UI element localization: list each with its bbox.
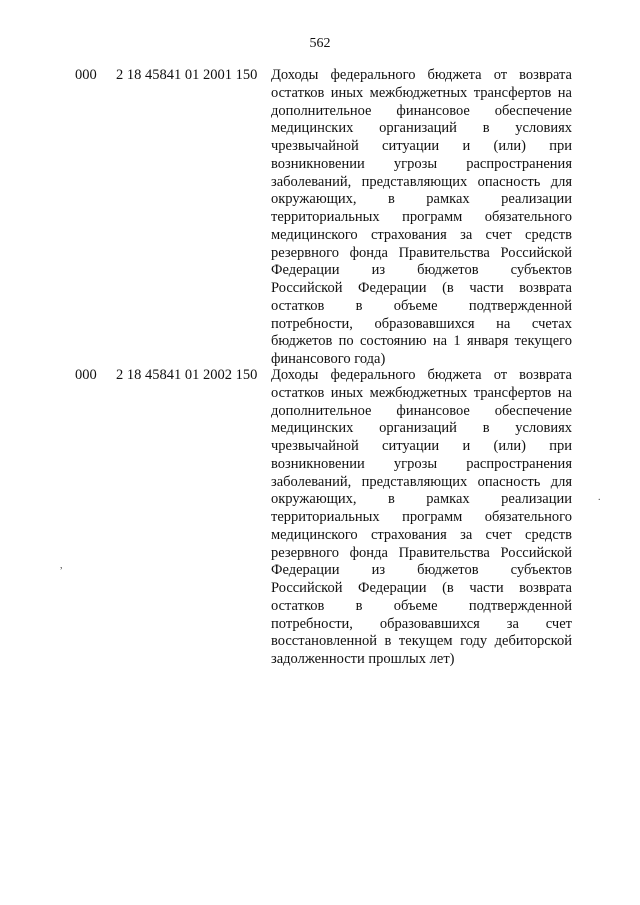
description-line: остатков иных межбюджетных трансфертов на (271, 84, 572, 101)
description-line: окружающих, в рамках реализации (271, 191, 572, 208)
description-line: Федерации из бюджетов субъектов (271, 562, 572, 579)
description-line: Доходы федерального бюджета от возврата (271, 367, 572, 383)
description-line: восстановленной в текущем году дебиторской (271, 633, 572, 650)
description-line: медицинских организаций в условиях (271, 420, 572, 437)
income-description (271, 67, 572, 369)
description-line: потребности, образовавшихся за счет (271, 615, 572, 632)
admin-code: 000 (75, 367, 97, 383)
description-line: бюджетов по состоянию на 1 января текущего (271, 333, 572, 350)
description-line: заболеваний, представляющих опасность для (271, 473, 572, 490)
description-line: территориальных программ обязательного (271, 509, 572, 525)
description-line: задолженности прошлых лет) (271, 651, 455, 667)
income-description (271, 367, 572, 669)
admin-code: 000 (75, 67, 97, 83)
description-line: резервного фонда Правительства Российской (271, 544, 572, 561)
description-line: остатков в объеме подтвержденной (271, 297, 572, 314)
description-line: Федерации из бюджетов субъектов (271, 262, 572, 279)
description-line: территориальных программ обязательного (271, 209, 572, 225)
description-line: остатков иных межбюджетных трансфертов на (271, 384, 572, 401)
description-line: потребности, образовавшихся на счетах (271, 315, 572, 332)
description-line: медицинского страхования за счет средств (271, 226, 572, 243)
budget-classification-code: 2 18 45841 01 2002 150 (116, 367, 258, 383)
description-line: остатков в объеме подтвержденной (271, 597, 572, 614)
description-line: резервного фонда Правительства Российской (271, 244, 572, 261)
description-line: медицинского страхования за счет средств (271, 526, 572, 543)
description-line: чрезвычайной ситуации и (или) при (271, 138, 572, 154)
description-line: дополнительное финансовое обеспечение (271, 102, 572, 119)
scan-speck: , (60, 560, 63, 571)
description-line: окружающих, в рамках реализации (271, 491, 572, 508)
description-line: медицинских организаций в условиях (271, 120, 572, 137)
page-number: 562 (309, 36, 331, 51)
budget-classification-code: 2 18 45841 01 2001 150 (116, 67, 258, 83)
description-line: дополнительное финансовое обеспечение (271, 402, 572, 419)
scan-speck: . (598, 492, 601, 503)
description-line: Российской Федерации (в части возврата (271, 280, 572, 296)
description-line: возникновении угрозы распространения (271, 155, 572, 172)
description-line: заболеваний, представляющих опасность для (271, 173, 572, 190)
description-line: Российской Федерации (в части возврата (271, 580, 572, 596)
description-line: возникновении угрозы распространения (271, 455, 572, 472)
description-line: Доходы федерального бюджета от возврата (271, 67, 572, 83)
description-line: финансового года) (271, 351, 386, 367)
description-line: чрезвычайной ситуации и (или) при (271, 438, 572, 454)
